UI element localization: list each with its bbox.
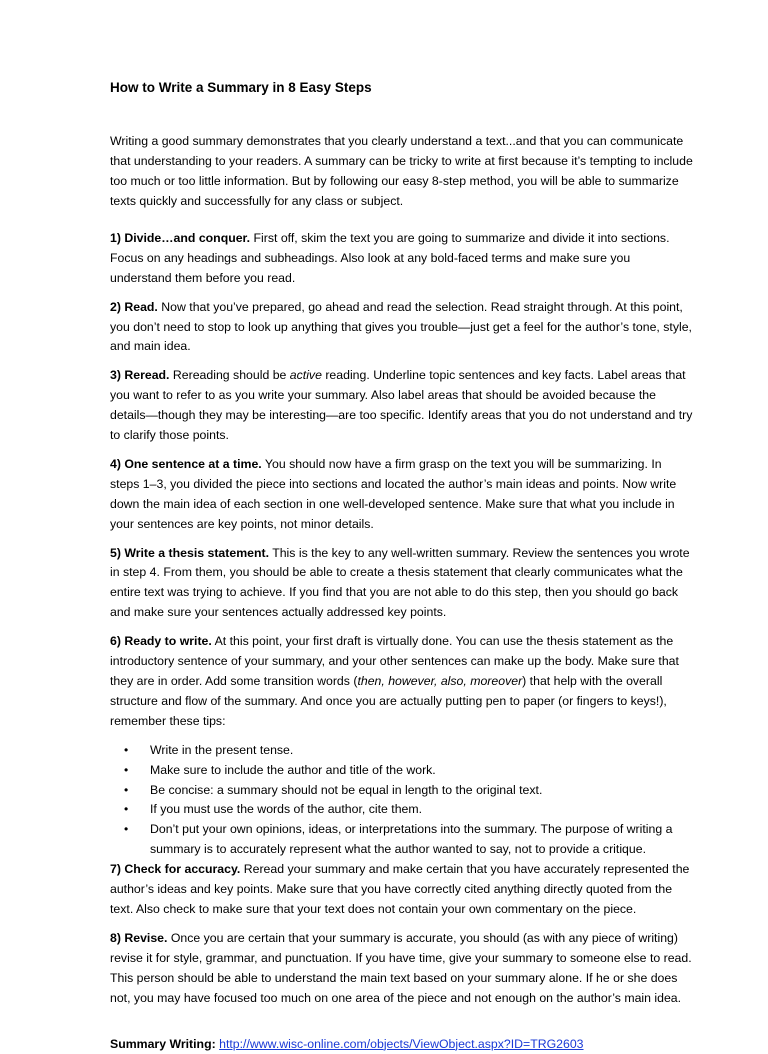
tip-text: Write in the present tense. <box>150 743 293 757</box>
step-2-text: Now that you’ve prepared, go ahead and read the selection. Read straight through. At this point, you don’t need to stop to look up anything that gives you trouble—just get a feel for the author’s tone, style, and main idea. <box>110 300 692 354</box>
step-1-label: 1) Divide…and conquer. <box>110 231 250 245</box>
step-3-text-before: Rereading should be <box>169 368 289 382</box>
step-2-label: 2) Read. <box>110 300 158 314</box>
bullet-icon: • <box>124 820 128 839</box>
tip-text: Be concise: a summary should not be equal in length to the original text. <box>150 783 542 797</box>
step-6-text-after: ) that help with the overall structure and flow of the summary. And once you are actually putting pen to paper (or fingers to keys!), remember these tips: <box>110 674 667 728</box>
step-1-text: First off, skim the text you are going to summarize and divide it into sections. Focus on any headings and subheadings. Also look at any bold-faced terms and make sure you understand them before you read. <box>110 231 670 285</box>
step-4-text: You should now have a firm grasp on the text you will be summarizing. In steps 1–3, you divided the piece into sections and located the author’s main ideas and points. Now write down the main idea of each section in one well-developed sentence. Make sure that what you include in your sentences are key points, not minor details. <box>110 457 676 531</box>
step-3-label: 3) Reread. <box>110 368 169 382</box>
step-3-paragraph <box>110 366 694 446</box>
bullet-icon: • <box>124 741 128 760</box>
summary-writing-link[interactable]: http://www.wisc-online.com/objects/ViewObject.aspx?ID=TRG2603 <box>219 1037 583 1051</box>
step-6-paragraph <box>110 632 694 732</box>
summary-writing-footer <box>110 1035 694 1054</box>
list-item <box>110 781 694 801</box>
step-5-label: 5) Write a thesis statement. <box>110 546 269 560</box>
step-5-text: This is the key to any well-written summary. Review the sentences you wrote in step 4. From them, you should be able to create a thesis statement that clearly communicates what the entire text was trying to achieve. If you find that you are not able to do this step, then you should go back and make sure your sentences actually addressed key points. <box>110 546 690 620</box>
step-2-paragraph <box>110 298 694 358</box>
step-7-label: 7) Check for accuracy. <box>110 862 240 876</box>
step-8-text: Once you are certain that your summary is accurate, you should (as with any piece of writing) revise it for style, grammar, and punctuation. If you have time, give your summary to someone else to read. This person should be able to understand the main text based on your summary alone. If he or she does not, you may have focused too much on one area of the piece and not enough on the author’s main idea. <box>110 931 692 1005</box>
list-item <box>110 741 694 761</box>
tip-text: Don’t put your own opinions, ideas, or interpretations into the summary. The purpose of writing a summary is to accurately represent what the author wanted to say, not to provide a critique. <box>150 822 672 856</box>
step-8-paragraph <box>110 929 694 1009</box>
intro-paragraph: Writing a good summary demonstrates that you clearly understand a text...and that you can communicate that understanding to your readers. A summary can be tricky to write at first because it’s tempting to include too much or too little information. But by following our easy 8-step method, you will be able to summarize texts quickly and successfully for any class or subject. <box>110 132 694 212</box>
summary-writing-label: Summary Writing: <box>110 1037 216 1051</box>
list-item <box>110 820 694 860</box>
step-3-italic-word: active <box>290 368 322 382</box>
step-8-label: 8) Revise. <box>110 931 167 945</box>
step-4-label: 4) One sentence at a time. <box>110 457 262 471</box>
step-6-italic-transitions: then, however, also, moreover <box>357 674 522 688</box>
step-7-text: Reread your summary and make certain that you have accurately represented the author’s ideas and key points. Make sure that you have correctly cited anything directly quoted from the text. Also check to make sure that your text does not contain your own commentary on the piece. <box>110 862 689 916</box>
tip-text: If you must use the words of the author, cite them. <box>150 802 422 816</box>
page-title: How to Write a Summary in 8 Easy Steps <box>110 78 694 98</box>
bullet-icon: • <box>124 761 128 780</box>
bullet-icon: • <box>124 781 128 800</box>
step-3-text-after: reading. Underline topic sentences and key facts. Label areas that you want to refer to as you write your summary. Also label areas that should be avoided because the details—though they may be interesting—are too specific. Identify areas that you do not understand and try to clarify those points. <box>110 368 692 442</box>
tip-text: Make sure to include the author and title of the work. <box>150 763 436 777</box>
list-item <box>110 800 694 820</box>
step-4-paragraph <box>110 455 694 535</box>
step-6-text-before: At this point, your first draft is virtually done. You can use the thesis statement as the introductory sentence of your summary, and your other sentences can make up the body. Make sure that they are in order. Add some transition words ( <box>110 634 679 688</box>
step-6-label: 6) Ready to write. <box>110 634 212 648</box>
step-7-paragraph <box>110 860 694 920</box>
step-1-paragraph <box>110 229 694 289</box>
tips-list <box>110 741 694 860</box>
list-item <box>110 761 694 781</box>
step-5-paragraph <box>110 544 694 624</box>
bullet-icon: • <box>124 800 128 819</box>
